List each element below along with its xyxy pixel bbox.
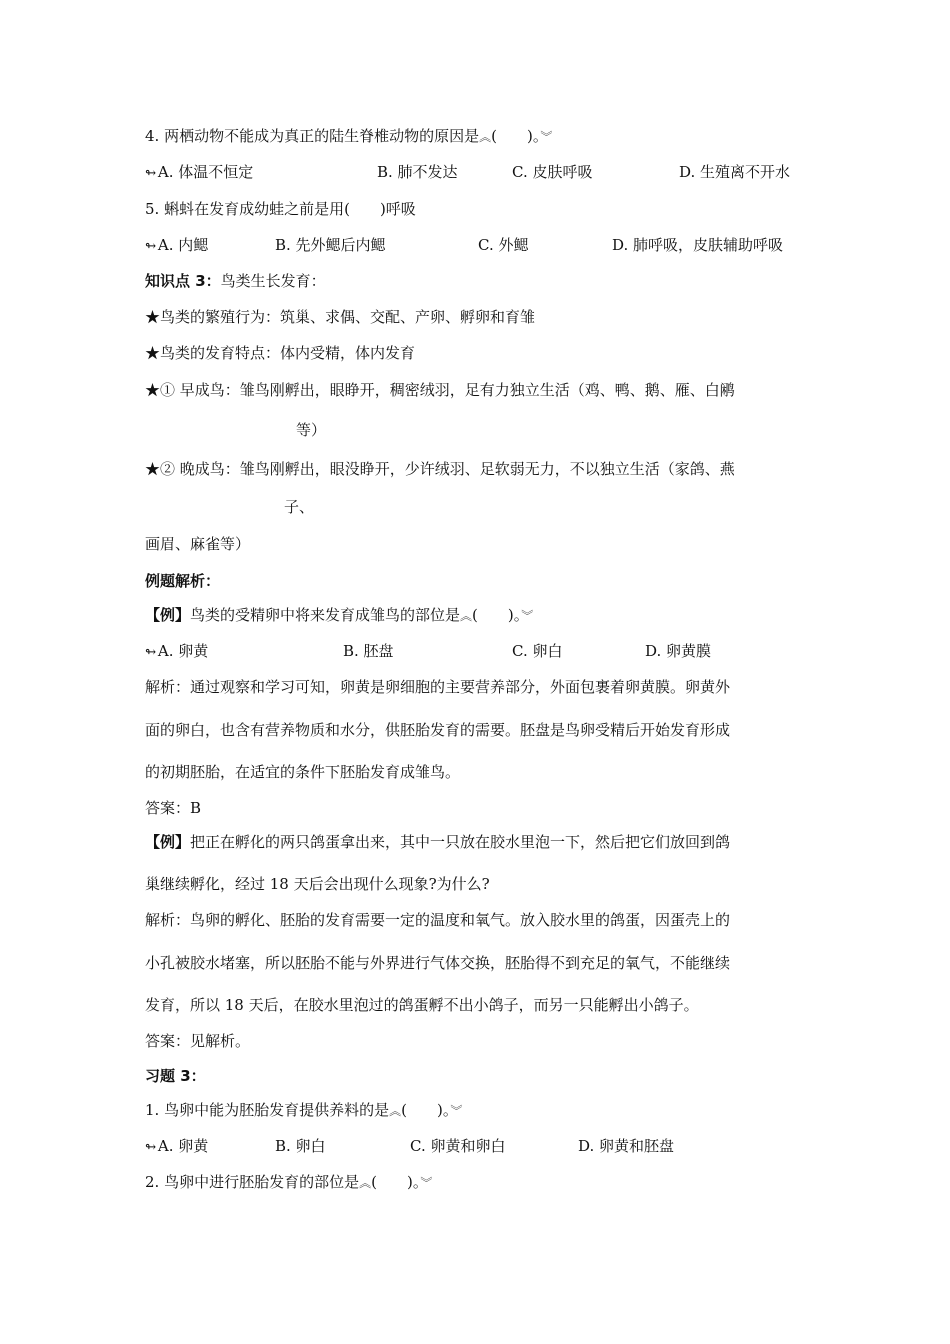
example-1-question [145, 605, 810, 626]
option-c: C. 外鳃 [478, 236, 529, 254]
example-1-analysis-3: 的初期胚胎，在适宜的条件下胚胎发育成雏鸟。 [145, 763, 461, 781]
kp3-line-3: ★① 早成鸟：雏鸟刚孵出，眼睁开，稠密绒羽，足有力独立生活（鸡、鸭、鹅、雁、白鹇 [145, 381, 735, 399]
option-b: B. 肺不发达 [377, 163, 458, 181]
option-d: D. 肺呼吸，皮肤辅助呼吸 [612, 236, 784, 254]
question-text: 两栖动物不能成为真正的陆生脊椎动物的原因是 [164, 127, 480, 145]
arrow-hook-icon: ↬ [145, 239, 156, 254]
section-title-kp3 [145, 271, 810, 291]
option-c: C. 卵黄和卵白 [410, 1137, 506, 1155]
open-mark: ︽ [359, 1176, 372, 1190]
arrow-hook-icon: ↬ [145, 645, 156, 660]
question-number: 1. [145, 1101, 160, 1119]
option-b: B. 胚盘 [343, 642, 394, 660]
option-a: A. 卵黄 [157, 1137, 209, 1155]
example-1-analysis-2: 面的卵白，也含有营养物质和水分，供胚胎发育的需要。胚盘是鸟卵受精后开始发育形成 [145, 721, 731, 739]
option-a: A. 体温不恒定 [157, 163, 254, 181]
example-2-analysis-1: 解析：鸟卵的孵化、胚胎的发育需要一定的温度和氧气。放入胶水里的鸽蛋，因蛋壳上的 [145, 911, 731, 929]
section-title-exercise-3: 习题 3： [145, 1067, 206, 1085]
open-mark: ︽ [389, 1104, 402, 1118]
exercise-question-2 [145, 1172, 810, 1193]
example-text: 把正在孵化的两只鸽蛋拿出来，其中一只放在胶水里泡一下，然后把它们放回到鸽 [190, 833, 731, 851]
close-mark: ︾ [521, 609, 534, 623]
answer-blank: ( )。 [371, 1173, 421, 1191]
question-text: 鸟卵中进行胚胎发育的部位是 [164, 1173, 360, 1191]
question-4 [145, 126, 810, 147]
option-a: A. 卵黄 [157, 642, 209, 660]
example-1-answer: 答案：B [145, 799, 202, 817]
section-heading: 知识点 3： [145, 272, 221, 290]
kp3-line-4-cont2: 画眉、麻雀等） [145, 535, 251, 553]
example-2-analysis-3: 发育，所以 18 天后，在胶水里泡过的鸽蛋孵不出小鸽子，而另一只能孵出小鸽子。 [145, 996, 699, 1014]
open-mark: ︽ [460, 609, 473, 623]
example-label: 【例】 [145, 833, 191, 851]
answer-blank: ( )。 [472, 606, 522, 624]
exercise-question-1 [145, 1100, 810, 1121]
example-label: 【例】 [145, 606, 191, 624]
option-c: C. 卵白 [512, 642, 563, 660]
answer-blank: ( )。 [401, 1101, 451, 1119]
option-b: B. 先外鳃后内鳃 [275, 236, 386, 254]
option-d: D. 卵黄和胚盘 [578, 1137, 675, 1155]
option-d: D. 生殖离不开水 [679, 163, 791, 181]
close-mark: ︾ [420, 1176, 433, 1190]
question-number: 4. [145, 127, 160, 145]
answer-blank: ( )。 [491, 127, 541, 145]
close-mark: ︾ [540, 130, 553, 144]
option-d: D. 卵黄膜 [645, 642, 712, 660]
question-number: 5. [145, 200, 160, 218]
arrow-hook-icon: ↬ [145, 1140, 156, 1155]
option-a: A. 内鳃 [157, 236, 209, 254]
example-text: 鸟类的受精卵中将来发育成雏鸟的部位是 [190, 606, 461, 624]
option-c: C. 皮肤呼吸 [512, 163, 593, 181]
question-text: 鸟卵中能为胚胎发育提供养料的是 [164, 1101, 390, 1119]
kp3-line-1: ★鸟类的繁殖行为：筑巢、求偶、交配、产卵、孵卵和育雏 [145, 308, 536, 326]
example-2-analysis-2: 小孔被胶水堵塞，所以胚胎不能与外界进行气体交换，胚胎得不到充足的氧气，不能继续 [145, 954, 731, 972]
kp3-line-2: ★鸟类的发育特点：体内受精，体内发育 [145, 344, 416, 362]
open-mark: ︽ [479, 130, 492, 144]
question-text: 蝌蚪在发育成幼蛙之前是用( )呼吸 [164, 200, 416, 218]
section-title-examples: 例题解析： [145, 572, 221, 590]
kp3-line-4-cont: 子、 [284, 498, 315, 516]
option-b: B. 卵白 [275, 1137, 326, 1155]
question-5 [145, 199, 810, 219]
arrow-hook-icon: ↬ [145, 166, 156, 181]
section-heading-rest: 鸟类生长发育： [220, 272, 326, 290]
kp3-line-3-cont: 等） [296, 421, 327, 439]
example-1-analysis-1: 解析：通过观察和学习可知，卵黄是卵细胞的主要营养部分，外面包裹着卵黄膜。卵黄外 [145, 678, 731, 696]
kp3-line-4: ★② 晚成鸟：雏鸟刚孵出，眼没睁开，少许绒羽、足软弱无力，不以独立生活（家鸽、燕 [145, 460, 735, 478]
example-2-question [145, 832, 810, 852]
close-mark: ︾ [450, 1104, 463, 1118]
question-number: 2. [145, 1173, 160, 1191]
example-2-answer: 答案：见解析。 [145, 1032, 251, 1050]
example-2-question-cont: 巢继续孵化，经过 18 天后会出现什么现象?为什么? [145, 875, 490, 893]
